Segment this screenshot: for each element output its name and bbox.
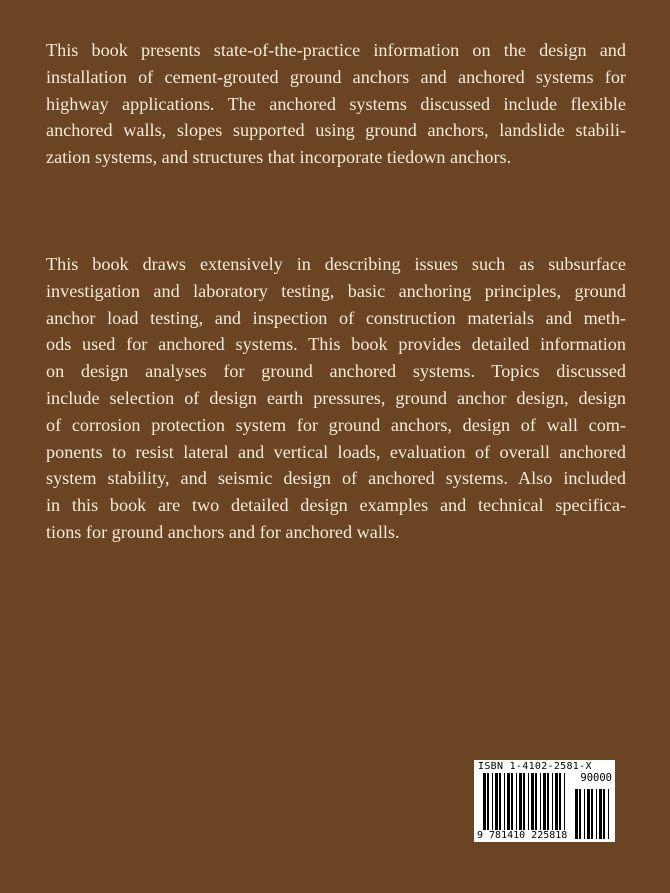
barcode-bar	[483, 773, 486, 830]
text-line: anchor load testing, and inspection of construction materials and meth-	[46, 307, 626, 328]
barcode-bar	[535, 773, 537, 830]
text-line: anchored walls, slopes supported using ground anchors, landslide stabili-	[46, 120, 626, 141]
text-line: This book presents state-of-the-practice information on the design and	[46, 40, 626, 60]
text-line: of corrosion protection system for ground anchors, design of wall com-	[46, 414, 626, 435]
barcode-bar	[528, 773, 529, 830]
barcode-bar	[591, 789, 593, 839]
barcode-bar	[599, 789, 602, 839]
text-line: ponents to resist lateral and vertical loads, evaluation of overall anchored	[46, 441, 626, 462]
barcode-bar	[531, 773, 534, 830]
ean-number: 9 781410 225818	[477, 830, 568, 841]
barcode-bar	[547, 773, 549, 830]
barcode-bar	[499, 773, 501, 830]
barcode-bar	[519, 773, 522, 830]
barcode-bar	[487, 773, 489, 830]
text-line: zation systems, and structures that incorporate tiedown anchors.	[46, 147, 512, 168]
barcode-bar	[603, 789, 605, 839]
barcode-bar	[584, 789, 585, 839]
text-line: investigation and laboratory testing, basic anchoring principles, ground	[46, 280, 626, 301]
ean-bars	[483, 773, 569, 830]
isbn-barcode	[474, 760, 615, 842]
text-line: installation of cement-grouted ground anchors and anchored systems for	[46, 66, 626, 87]
barcode-bar	[516, 773, 517, 830]
text-line: tions for ground anchors and for anchored walls.	[46, 521, 400, 542]
barcode-bar	[523, 773, 525, 830]
text-line: ods used for anchored systems. This book provides detailed information	[46, 334, 626, 355]
barcode-bar	[540, 773, 541, 830]
barcode-bar	[552, 773, 553, 830]
barcode-bar	[579, 789, 581, 839]
text-line: highway applications. The anchored systems discussed include flexible	[46, 93, 626, 114]
barcode-bar	[555, 773, 558, 830]
text-line: include selection of design earth pressures, ground anchor design, design	[46, 387, 626, 408]
barcode-bar	[507, 773, 510, 830]
barcode-bar	[564, 773, 565, 830]
barcode-bar	[575, 789, 578, 839]
barcode-bar	[587, 789, 590, 839]
isbn-label: ISBN 1-4102-2581-X	[478, 761, 592, 772]
barcode-bar	[504, 773, 505, 830]
barcode-bar	[495, 773, 498, 830]
barcode-bar	[543, 773, 546, 830]
description-paragraph-2	[46, 251, 626, 546]
barcode-bar	[511, 773, 513, 830]
barcode-bar	[596, 789, 597, 839]
barcode-bar	[492, 773, 493, 830]
price-code: 90000	[580, 772, 612, 784]
text-line: in this book are two detailed design examples and technical specifica-	[46, 495, 626, 516]
addon-bars	[575, 789, 612, 839]
text-line: on design analyses for ground anchored systems. Topics discussed	[46, 361, 626, 382]
text-line: This book draws extensively in describing issues such as subsurface	[46, 254, 626, 274]
text-line: system stability, and seismic design of anchored systems. Also included	[46, 468, 626, 489]
description-paragraph-1	[46, 37, 626, 171]
barcode-bar	[559, 773, 561, 830]
barcode-bar	[608, 789, 609, 839]
